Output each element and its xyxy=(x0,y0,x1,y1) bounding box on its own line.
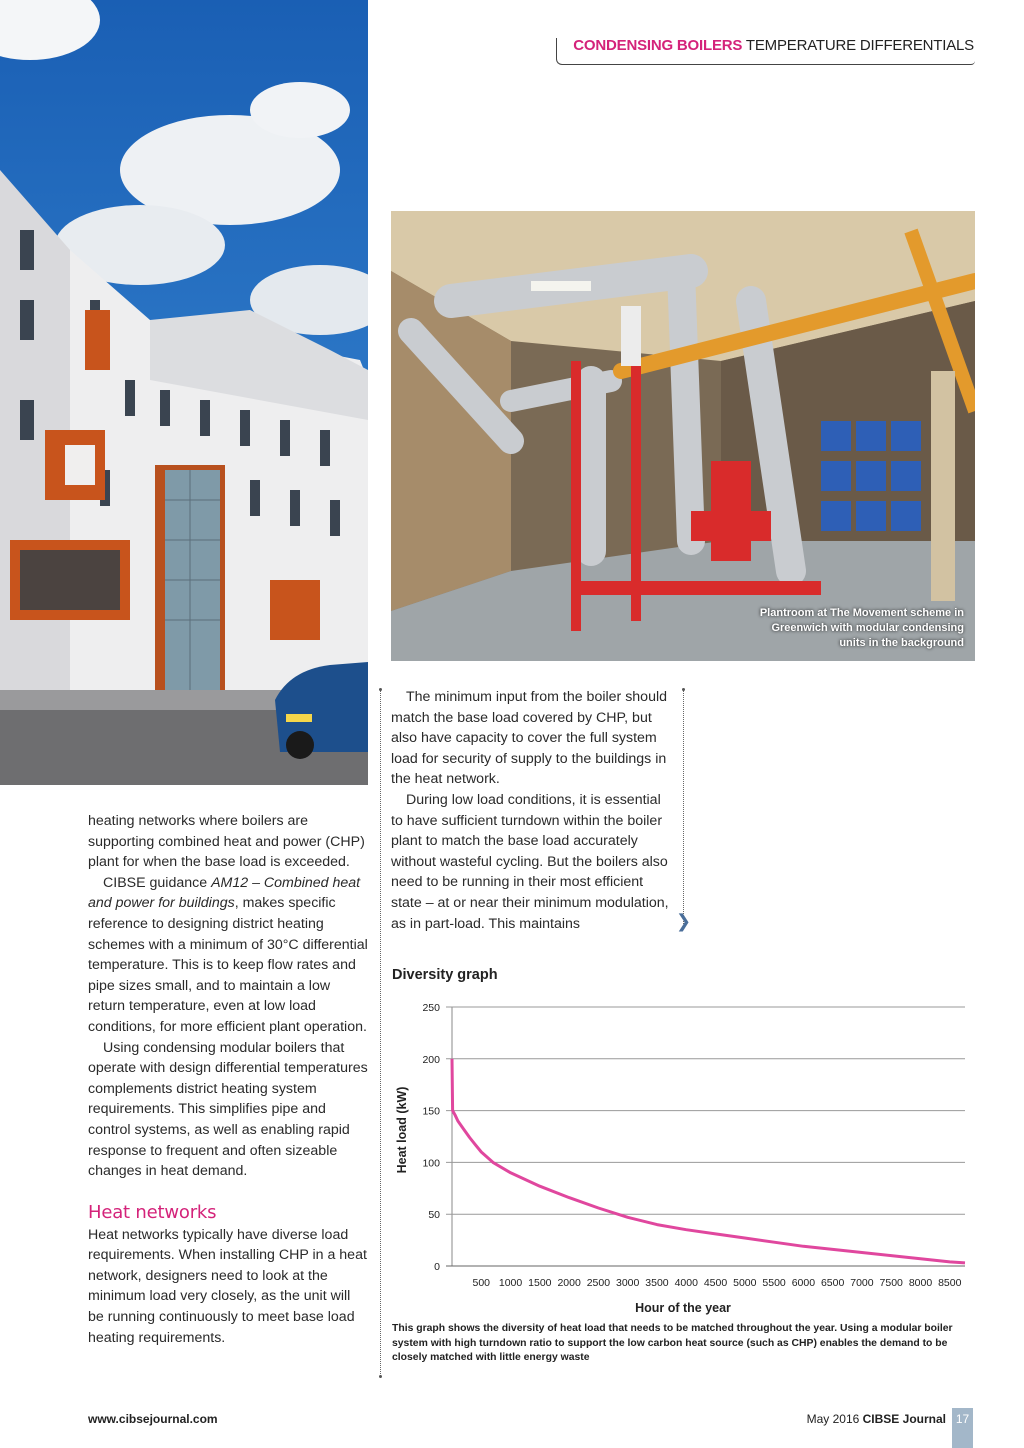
paragraph: During low load conditions, it is essential to have sufficient turndown within the boiler plant to match the base load accurately without wasteful cycling. But the boilers also need to be running in their most efficient state – at or near their minimum modulation, as in part-load. This maintains xyxy=(391,791,669,932)
x-tick-label: 3000 xyxy=(616,1277,640,1289)
header-section: CONDENSING BOILERS xyxy=(573,37,743,54)
article-column-middle xyxy=(391,687,673,934)
column-rule-left xyxy=(380,690,381,1378)
x-axis-label: Hour of the year xyxy=(635,1301,731,1315)
continue-arrow-icon: ❯ xyxy=(676,911,692,931)
x-tick-label: 7500 xyxy=(879,1277,903,1289)
x-tick-label: 3500 xyxy=(645,1277,669,1289)
column-rule-right-cap-top xyxy=(682,688,685,691)
publication-title: AM12 – Combined heat and power for buildings xyxy=(88,874,361,912)
article-column-left xyxy=(88,811,370,1348)
y-tick-label: 50 xyxy=(428,1209,440,1222)
subheading: Heat networks xyxy=(88,1201,217,1223)
x-tick-label: 1000 xyxy=(498,1277,523,1289)
x-tick-label: 7000 xyxy=(850,1277,874,1289)
y-tick-label: 0 xyxy=(434,1261,440,1273)
y-tick-label: 150 xyxy=(422,1105,440,1118)
y-tick-label: 200 xyxy=(422,1053,440,1066)
chart-caption: This graph shows the diversity of heat load that needs to be matched throughout the year. Using a modular boiler system with high turndown ratio to support the low carbon heat source (such as CHP) enables the demand to be closely matched with little energy waste xyxy=(392,1323,953,1363)
footer-url: www.cibsejournal.com xyxy=(88,1412,218,1426)
paragraph: CIBSE guidance AM12 – Combined heat and power for buildings, makes specific reference to designing district heating schemes with a minimum of 30°C differential temperature. This is to keep flow rates and pipe sizes small, and to maintain a low return temperature, even at low load conditions, for more efficient plant operation. xyxy=(88,874,368,1035)
building-photo xyxy=(0,0,368,785)
x-tick-label: 2500 xyxy=(586,1277,611,1289)
y-tick-label: 250 xyxy=(422,1002,440,1014)
x-tick-label: 4500 xyxy=(703,1277,728,1289)
x-tick-label: 5500 xyxy=(762,1277,786,1289)
x-tick-label: 2000 xyxy=(557,1277,581,1289)
footer-date: May 2016 xyxy=(806,1412,860,1426)
y-tick-label: 100 xyxy=(422,1157,440,1170)
heat-load-series-line xyxy=(452,1059,965,1263)
paragraph: The minimum input from the boiler should match the base load covered by CHP, but also have capacity to cover the full system load for security of supply to the buildings in the heat network. xyxy=(391,689,668,788)
column-rule-left-cap-bottom xyxy=(379,1375,382,1378)
x-tick-label: 6500 xyxy=(820,1277,845,1289)
footer-issue xyxy=(807,1412,946,1426)
x-tick-label: 1500 xyxy=(528,1277,552,1289)
paragraph: Using condensing modular boilers that operate with design differential temperatures complements district heating system requirements. This simplifies pipe and control systems, as well as enabling rapid response to frequent and often sizeable changes in heat demand. xyxy=(88,1039,368,1180)
x-tick-label: 8500 xyxy=(938,1277,962,1289)
paragraph: heating networks where boilers are supporting combined heat and power (CHP) plant for when the base load is exceeded. xyxy=(88,813,365,871)
diversity-chart xyxy=(390,995,980,1320)
x-tick-label: 5000 xyxy=(733,1277,757,1289)
plantroom-photo-caption: Plantroom at The Movement scheme in Greenwich with modular condensing units in the background xyxy=(759,607,964,649)
chart-title: Diversity graph xyxy=(392,967,498,983)
x-tick-label: 4000 xyxy=(674,1277,698,1289)
x-tick-label: 8000 xyxy=(908,1277,933,1289)
column-rule-left-cap-top xyxy=(379,688,382,691)
page-number: 17 xyxy=(952,1408,973,1448)
x-tick-label: 500 xyxy=(472,1277,491,1289)
x-tick-label: 6000 xyxy=(791,1277,816,1289)
plantroom-photo xyxy=(391,211,975,661)
column-rule-right xyxy=(683,690,684,928)
y-axis-label: Heat load (kW) xyxy=(395,1086,409,1174)
header-topic: TEMPERATURE DIFFERENTIALS xyxy=(745,37,974,54)
running-header xyxy=(573,37,974,54)
paragraph: Heat networks typically have diverse load requirements. When installing CHP in a heat network, designers need to look at the minimum load very closely, as the unit will be running continuously to meet base load heating requirements. xyxy=(88,1226,367,1346)
footer-journal: CIBSE Journal xyxy=(862,1412,946,1426)
